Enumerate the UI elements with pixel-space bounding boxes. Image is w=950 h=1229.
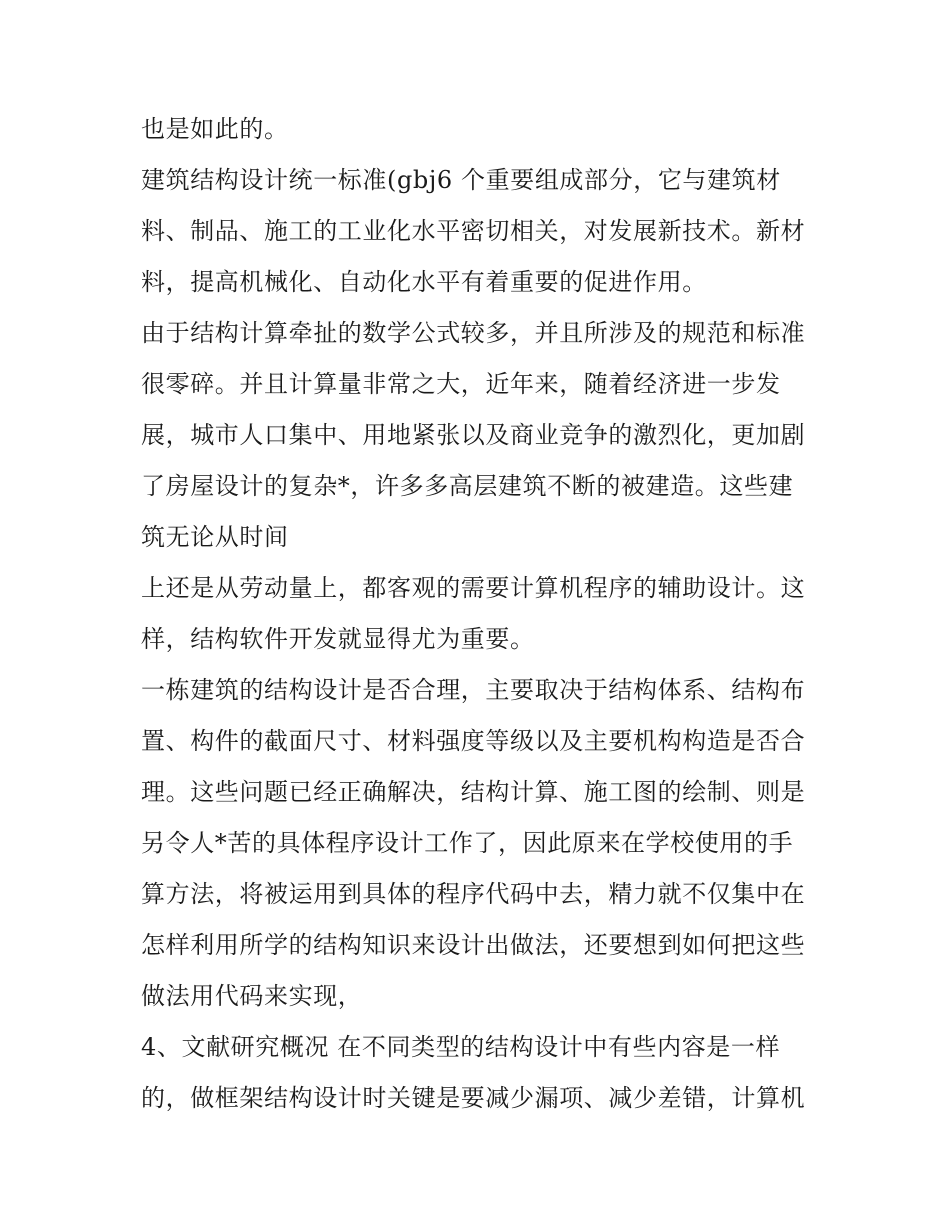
text-line: 样，结构软件开发就显得尤为重要。 <box>141 625 535 653</box>
text-line: 的，做框架结构设计时关键是要减少漏项、减少差错，计算机 <box>141 1084 806 1112</box>
text-line: 由于结构计算牵扯的数学公式较多，并且所涉及的规范和标准 <box>141 319 806 347</box>
text-line: 料，提高机械化、自动化水平有着重要的促进作用。 <box>141 268 707 296</box>
text-line: 建筑结构设计统一标准(gbj6 个重要组成部分，它与建筑材 <box>141 166 781 194</box>
document-body <box>141 110 821 1130</box>
text-line: 算方法，将被运用到具体的程序代码中去，精力就不仅集中在 <box>141 880 806 908</box>
text-line: 很零碎。并且计算量非常之大，近年来，随着经济进一步发 <box>141 370 781 398</box>
text-line: 4、文献研究概况 在不同类型的结构设计中有些内容是一样 <box>141 1033 781 1061</box>
text-line: 做法用代码来实现， <box>141 982 363 1010</box>
text-line: 了房屋设计的复杂*，许多多高层建筑不断的被建造。这些建 <box>141 472 794 500</box>
text-line: 置、构件的截面尺寸、材料强度等级以及主要机构构造是否合 <box>141 727 806 755</box>
text-line: 另令人*苦的具体程序设计工作了，因此原来在学校使用的手 <box>141 829 794 857</box>
text-line: 理。这些问题已经正确解决，结构计算、施工图的绘制、则是 <box>141 778 806 806</box>
text-line: 展，城市人口集中、用地紧张以及商业竞争的激烈化，更加剧 <box>141 421 806 449</box>
text-line: 怎样利用所学的结构知识来设计出做法，还要想到如何把这些 <box>141 931 806 959</box>
text-line: 一栋建筑的结构设计是否合理，主要取决于结构体系、结构布 <box>141 676 806 704</box>
text-line: 也是如此的。 <box>141 115 289 143</box>
text-line: 料、制品、施工的工业化水平密切相关，对发展新技术。新材 <box>141 217 806 245</box>
text-line: 筑无论从时间 <box>141 523 289 551</box>
text-line: 上还是从劳动量上，都客观的需要计算机程序的辅助设计。这 <box>141 574 806 602</box>
